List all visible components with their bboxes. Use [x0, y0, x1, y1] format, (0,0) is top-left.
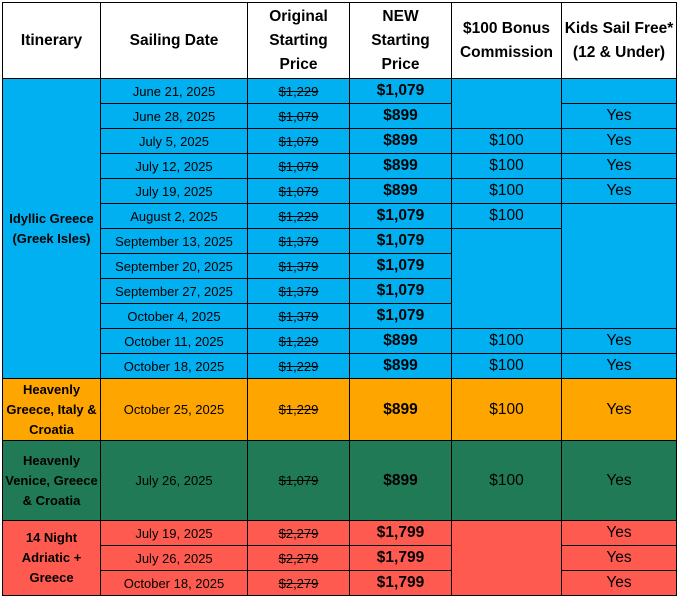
new-price: $1,079 [350, 204, 452, 229]
table-row [3, 104, 677, 129]
sailing-date: October 18, 2025 [101, 354, 248, 379]
sailing-date: October 25, 2025 [101, 379, 248, 441]
sailing-date: August 2, 2025 [101, 204, 248, 229]
table-row [3, 179, 677, 204]
kids-cell: Yes [562, 104, 677, 129]
kids-cell: Yes [562, 179, 677, 204]
new-price: $899 [350, 329, 452, 354]
bonus-cell [452, 79, 562, 129]
kids-cell: Yes [562, 441, 677, 521]
kids-cell: Yes [562, 379, 677, 441]
kids-cell: Yes [562, 154, 677, 179]
kids-cell [562, 204, 677, 329]
header-kids: Kids Sail Free* (12 & Under) [562, 3, 677, 79]
sailing-date: July 26, 2025 [101, 546, 248, 571]
header-bonus: $100 Bonus Commission [452, 3, 562, 79]
original-price: $1,079 [248, 179, 350, 204]
new-price: $1,079 [350, 279, 452, 304]
table-row [3, 379, 677, 441]
sailing-date: September 20, 2025 [101, 254, 248, 279]
original-price: $1,379 [248, 254, 350, 279]
sailing-date: September 13, 2025 [101, 229, 248, 254]
kids-cell [562, 79, 677, 104]
original-price: $1,229 [248, 204, 350, 229]
kids-cell: Yes [562, 571, 677, 596]
sailing-date: July 19, 2025 [101, 521, 248, 546]
itinerary-heavenly-greece-italy-croatia: Heavenly Greece, Italy & Croatia [3, 379, 101, 441]
bonus-cell: $100 [452, 154, 562, 179]
new-price: $1,799 [350, 521, 452, 546]
sailing-date: October 4, 2025 [101, 304, 248, 329]
sailing-date: June 21, 2025 [101, 79, 248, 104]
sailing-date: September 27, 2025 [101, 279, 248, 304]
kids-cell: Yes [562, 546, 677, 571]
sailing-date: June 28, 2025 [101, 104, 248, 129]
original-price: $1,079 [248, 104, 350, 129]
sailing-date: July 19, 2025 [101, 179, 248, 204]
bonus-cell [452, 521, 562, 596]
original-price: $1,379 [248, 229, 350, 254]
new-price: $899 [350, 154, 452, 179]
new-price: $1,079 [350, 254, 452, 279]
header-row [3, 3, 677, 79]
bonus-cell: $100 [452, 129, 562, 154]
kids-cell: Yes [562, 354, 677, 379]
sailing-date: October 18, 2025 [101, 571, 248, 596]
bonus-cell: $100 [452, 329, 562, 354]
kids-cell: Yes [562, 129, 677, 154]
kids-cell: Yes [562, 329, 677, 354]
new-price: $1,079 [350, 304, 452, 329]
bonus-cell: $100 [452, 204, 562, 229]
itinerary-adriatic-greece: 14 Night Adriatic + Greece [3, 521, 101, 596]
new-price: $1,079 [350, 229, 452, 254]
original-price: $2,279 [248, 571, 350, 596]
sailing-date: July 5, 2025 [101, 129, 248, 154]
bonus-cell: $100 [452, 179, 562, 204]
original-price: $1,229 [248, 79, 350, 104]
table-row [3, 204, 677, 229]
pricing-table [2, 2, 677, 596]
original-price: $1,229 [248, 354, 350, 379]
original-price: $1,379 [248, 304, 350, 329]
original-price: $1,229 [248, 329, 350, 354]
original-price: $1,079 [248, 441, 350, 521]
original-price: $1,079 [248, 129, 350, 154]
original-price: $2,279 [248, 521, 350, 546]
new-price: $1,799 [350, 546, 452, 571]
table-row [3, 129, 677, 154]
original-price: $1,079 [248, 154, 350, 179]
new-price: $899 [350, 129, 452, 154]
sailing-date: October 11, 2025 [101, 329, 248, 354]
original-price: $2,279 [248, 546, 350, 571]
bonus-cell: $100 [452, 354, 562, 379]
bonus-cell: $100 [452, 379, 562, 441]
header-new-price: NEW Starting Price [350, 3, 452, 79]
table-row [3, 521, 677, 546]
new-price: $1,799 [350, 571, 452, 596]
new-price: $899 [350, 379, 452, 441]
original-price: $1,229 [248, 379, 350, 441]
sailing-date: July 26, 2025 [101, 441, 248, 521]
original-price: $1,379 [248, 279, 350, 304]
bonus-cell: $100 [452, 441, 562, 521]
table-row [3, 441, 677, 521]
new-price: $1,079 [350, 79, 452, 104]
new-price: $899 [350, 179, 452, 204]
table-row [3, 154, 677, 179]
bonus-cell [452, 229, 562, 329]
table-row [3, 79, 677, 104]
new-price: $899 [350, 104, 452, 129]
sailing-date: July 12, 2025 [101, 154, 248, 179]
table-row [3, 354, 677, 379]
itinerary-heavenly-venice-greece-croatia: Heavenly Venice, Greece & Croatia [3, 441, 101, 521]
header-itinerary: Itinerary [3, 3, 101, 79]
kids-cell: Yes [562, 521, 677, 546]
new-price: $899 [350, 441, 452, 521]
table-row [3, 329, 677, 354]
new-price: $899 [350, 354, 452, 379]
itinerary-greece: Idyllic Greece (Greek Isles) [3, 79, 101, 379]
header-original-price: Original Starting Price [248, 3, 350, 79]
table-row [3, 546, 677, 571]
table-row [3, 571, 677, 596]
header-sailing-date: Sailing Date [101, 3, 248, 79]
